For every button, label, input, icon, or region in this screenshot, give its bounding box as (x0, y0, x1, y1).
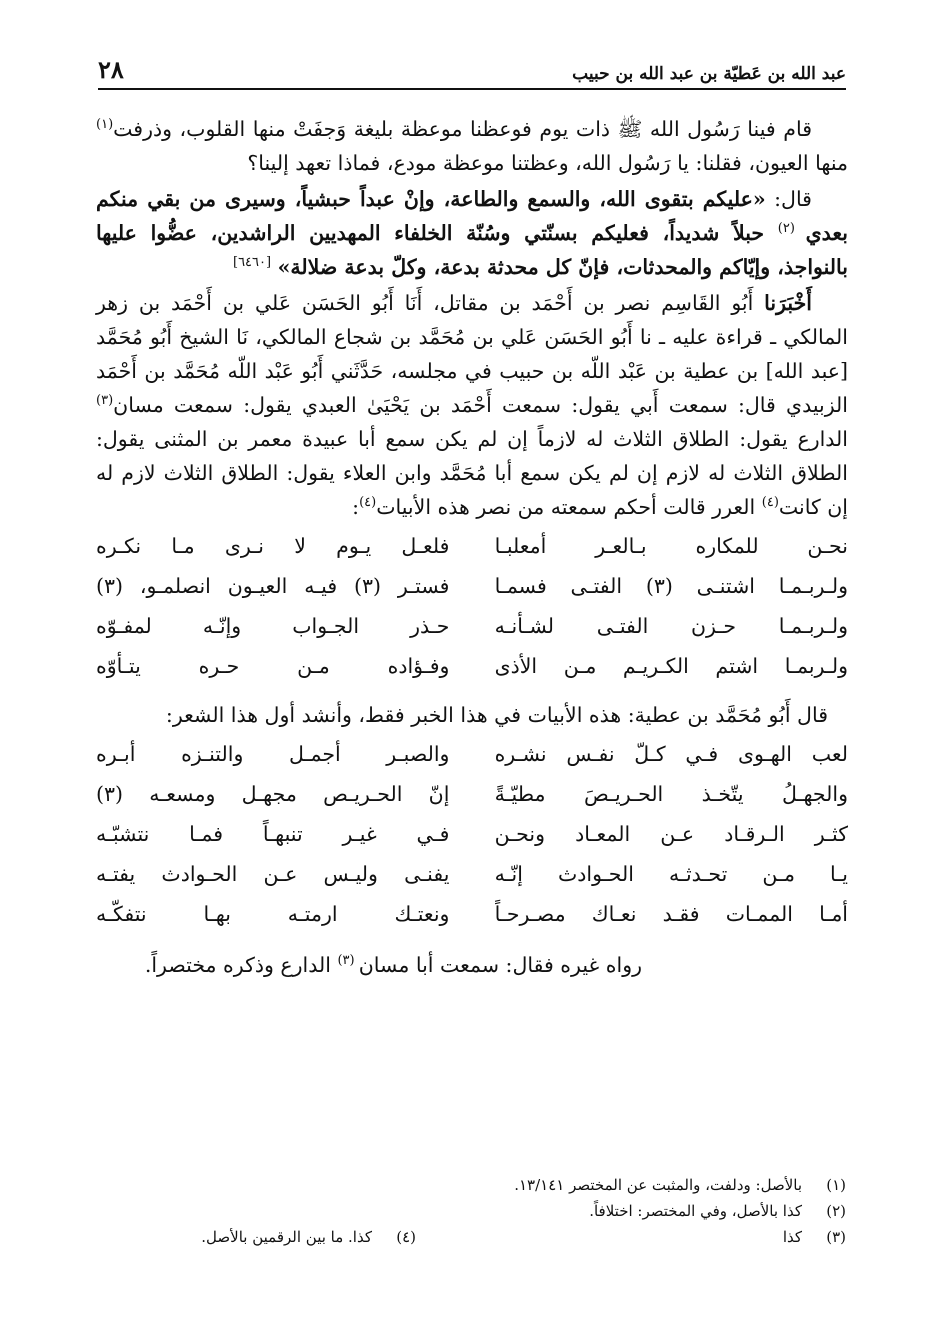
verse-first-hemistich: نحـن للمكاره بـالعـر أمعلبـا (494, 534, 848, 558)
footnote-split-row (98, 1224, 846, 1250)
page-header (98, 50, 846, 90)
footnote-marker: (٤) (761, 495, 779, 511)
footnote-number: (٣) (826, 1228, 846, 1246)
footnote-text: بالأصل: ودلفت، والمثبت عن المختصر ١٣/١٤١. (514, 1176, 802, 1194)
verse-line (96, 894, 848, 934)
paragraph-hadith-intro: قام فينا رَسُول الله ﷺ ذات يوم فوعظنا موعظة بليغة وَجفَتْ منها القلوب، وذرفت$^{(١)}$ منها العيون، فقلنا: يا رَسُول الله، وعظتنا موعظة مودع، فماذا تعهد إلينا؟ (96, 117, 848, 175)
paragraph-hadith-text: قال: «عليكم بتقوى الله، والسمع والطاعة، وإنْ عبداً حبشياً، وسيرى من بقي منكم بعدي $^{(٢)}$ حبلاً شديداً، فعليكم بسنّتي وسُنّة الخلفاء المهديين الراشدين، عضُّوا عليها بالنواجذ، وإيّاكم والمحدثات، فإنّ كل محدثة بدعة، وكلّ بدعة ضلالة» [٦٤٦٠] (96, 187, 848, 279)
footnote-number: (٢) (826, 1202, 846, 1220)
verse-second-hemistich: إنّ الحـريـص مجهـل ومسعـه (٣) (96, 782, 450, 806)
footnote-marker: (٢) (777, 221, 806, 237)
closing-line: رواه غيره فقال: سمعت أبا مسان $^{(٣)}$ الدارع وذكره مختصراً. (144, 953, 642, 977)
verse-line (96, 774, 848, 814)
verse-first-hemistich: أمـا الممـات فقـد نعـاك مصـرحـاً (494, 902, 848, 926)
footnote-item (416, 1224, 846, 1250)
verse-second-hemistich: والصبـر أجمـل والتنـزه أبـره (96, 742, 450, 766)
footnote-item (98, 1172, 846, 1198)
footnote-marker: (١) (96, 117, 114, 133)
footnote-marker: (٣) (96, 393, 114, 409)
paragraph-isnad: أَخْبَرَنا أَبُو القَاسِم نصر بن أَحْمَد بن مقاتل، أَنَا أَبُو الحَسَن عَلي بن أَحْمَد بن زهر المالكي ـ قراءة عليه ـ نا أَبُو الحَسَن عَلي بن مُحَمَّد بن شجاع المالكي، نَا الشيخ أَبُو مُحَمَّد [عبد الله] بن عطية بن عَبْد اللّه بن حبيب في مجلسه، حَدَّثَني أَبُو عَبْد اللّه مُحَمَّد بن أَحْمَد الزبيدي قال: سمعت أَبي يقول: سمعت أَحْمَد بن يَحْيَىٰ العبدي يقول: سمعت مسان$^{(٣)}$ الدارع يقول: الطلاق الثلاث له لازماً إن لم يكن سمع أبا عبيدة معمر بن المثنى يقول: الطلاق الثلاث له لازم إن لم يكن سمع أبا مُحَمَّد وابن العلاء يقول: الطلاق الثلاث لازم له إن كانت$^{(٤)}$ العرر قالت أحكم سمعته من نصر هذه الأبيات$^{(٤)}$: (96, 291, 848, 519)
footnote-number: (١) (826, 1176, 846, 1194)
verse-line (96, 734, 848, 774)
footnote-marker: (٤) (359, 495, 377, 511)
verse-second-hemistich: حـذر الجـواب وإنّـه لمفـوّه (96, 614, 450, 638)
footnote-text: كذا بالأصل، وفي المختصر: اختلافاً. (589, 1202, 802, 1220)
verse-second-hemistich: يفنـى وليـس عـن الحـوادث يفتـه (96, 862, 450, 886)
footnote-number: (٤) (396, 1228, 416, 1246)
verse-line (96, 526, 848, 566)
verse-line (96, 566, 848, 606)
verse-first-hemistich: كثـر الـرقـاد عـن المعـاد ونحـن (494, 822, 848, 846)
hadith-quote: «عليكم بتقوى الله، والسمع والطاعة، وإنْ عبداً حبشياً، وسيرى من بقي منكم بعدي (96, 187, 848, 245)
footnote-marker: (٣) (337, 953, 359, 969)
reference-number: [٦٤٦٠] (232, 255, 272, 271)
footnote-item (201, 1224, 416, 1250)
verse-second-hemistich: وفـؤاده مـن حـره يتـأوّه (96, 654, 450, 678)
akhbarana-word: أَخْبَرَنا (764, 291, 812, 315)
verse-line (96, 854, 848, 894)
verse-line (96, 646, 848, 686)
footnote-item (98, 1198, 846, 1224)
poem-block-1 (96, 526, 848, 686)
verse-second-hemistich: فلعـل يـوم لا نـرى مـا نكـره (96, 534, 450, 558)
footnote-text: كذا (782, 1228, 802, 1246)
poem-block-2 (96, 734, 848, 934)
page-number: ٢٨ (98, 55, 124, 84)
verse-second-hemistich: ونعتـك ارمتـه بهـا نتفكّـه (96, 902, 450, 926)
main-text (96, 112, 848, 982)
footnote-text: كذا. ما بين الرقمين بالأصل. (201, 1228, 372, 1246)
verse-first-hemistich: ولـربمـا اشتم الكـريـم مـن الأذى (494, 654, 848, 678)
running-title: عبد الله بن عَطيّة بن عبد الله بن حبيب (572, 64, 846, 84)
verse-second-hemistich: فستـر (٣) فيـه العيـون انصلمـو، (٣) (96, 574, 450, 598)
poem-intro: قال أَبُو مُحَمَّد بن عطية: هذه الأبيات في هذا الخبر فقط، وأنشد أول هذا الشعر: (165, 703, 828, 727)
verse-second-hemistich: فـي غيـر تنبهـاً فمـا نتشبّـه (96, 822, 450, 846)
verse-first-hemistich: لعب الهـوى فـي كـلّ نفـس نشـره (494, 742, 848, 766)
hadith-quote-cont: حبلاً شديداً، فعليكم بسنّتي وسُنّة الخلفاء المهديين الراشدين، عضُّوا عليها بالنواجذ، وإيّاكم والمحدثات، فإنّ كل محدثة بدعة، وكلّ بدعة ضلالة» (96, 221, 848, 279)
verse-first-hemistich: ولـربـمـا حـزن الفتـى لشـأنـه (494, 614, 848, 638)
verse-first-hemistich: يـا مـن تحـدثـه الحـوادث إنّـه (494, 862, 848, 886)
verse-line (96, 606, 848, 646)
footnotes (98, 1172, 846, 1250)
verse-first-hemistich: والجهـلُ يتّخـذ الحـريـصَ مطيّـةً (494, 782, 848, 806)
verse-first-hemistich: ولـربـمـا اشتنـى (٣) الفتـى فسمـا (494, 574, 848, 598)
verse-line (96, 814, 848, 854)
